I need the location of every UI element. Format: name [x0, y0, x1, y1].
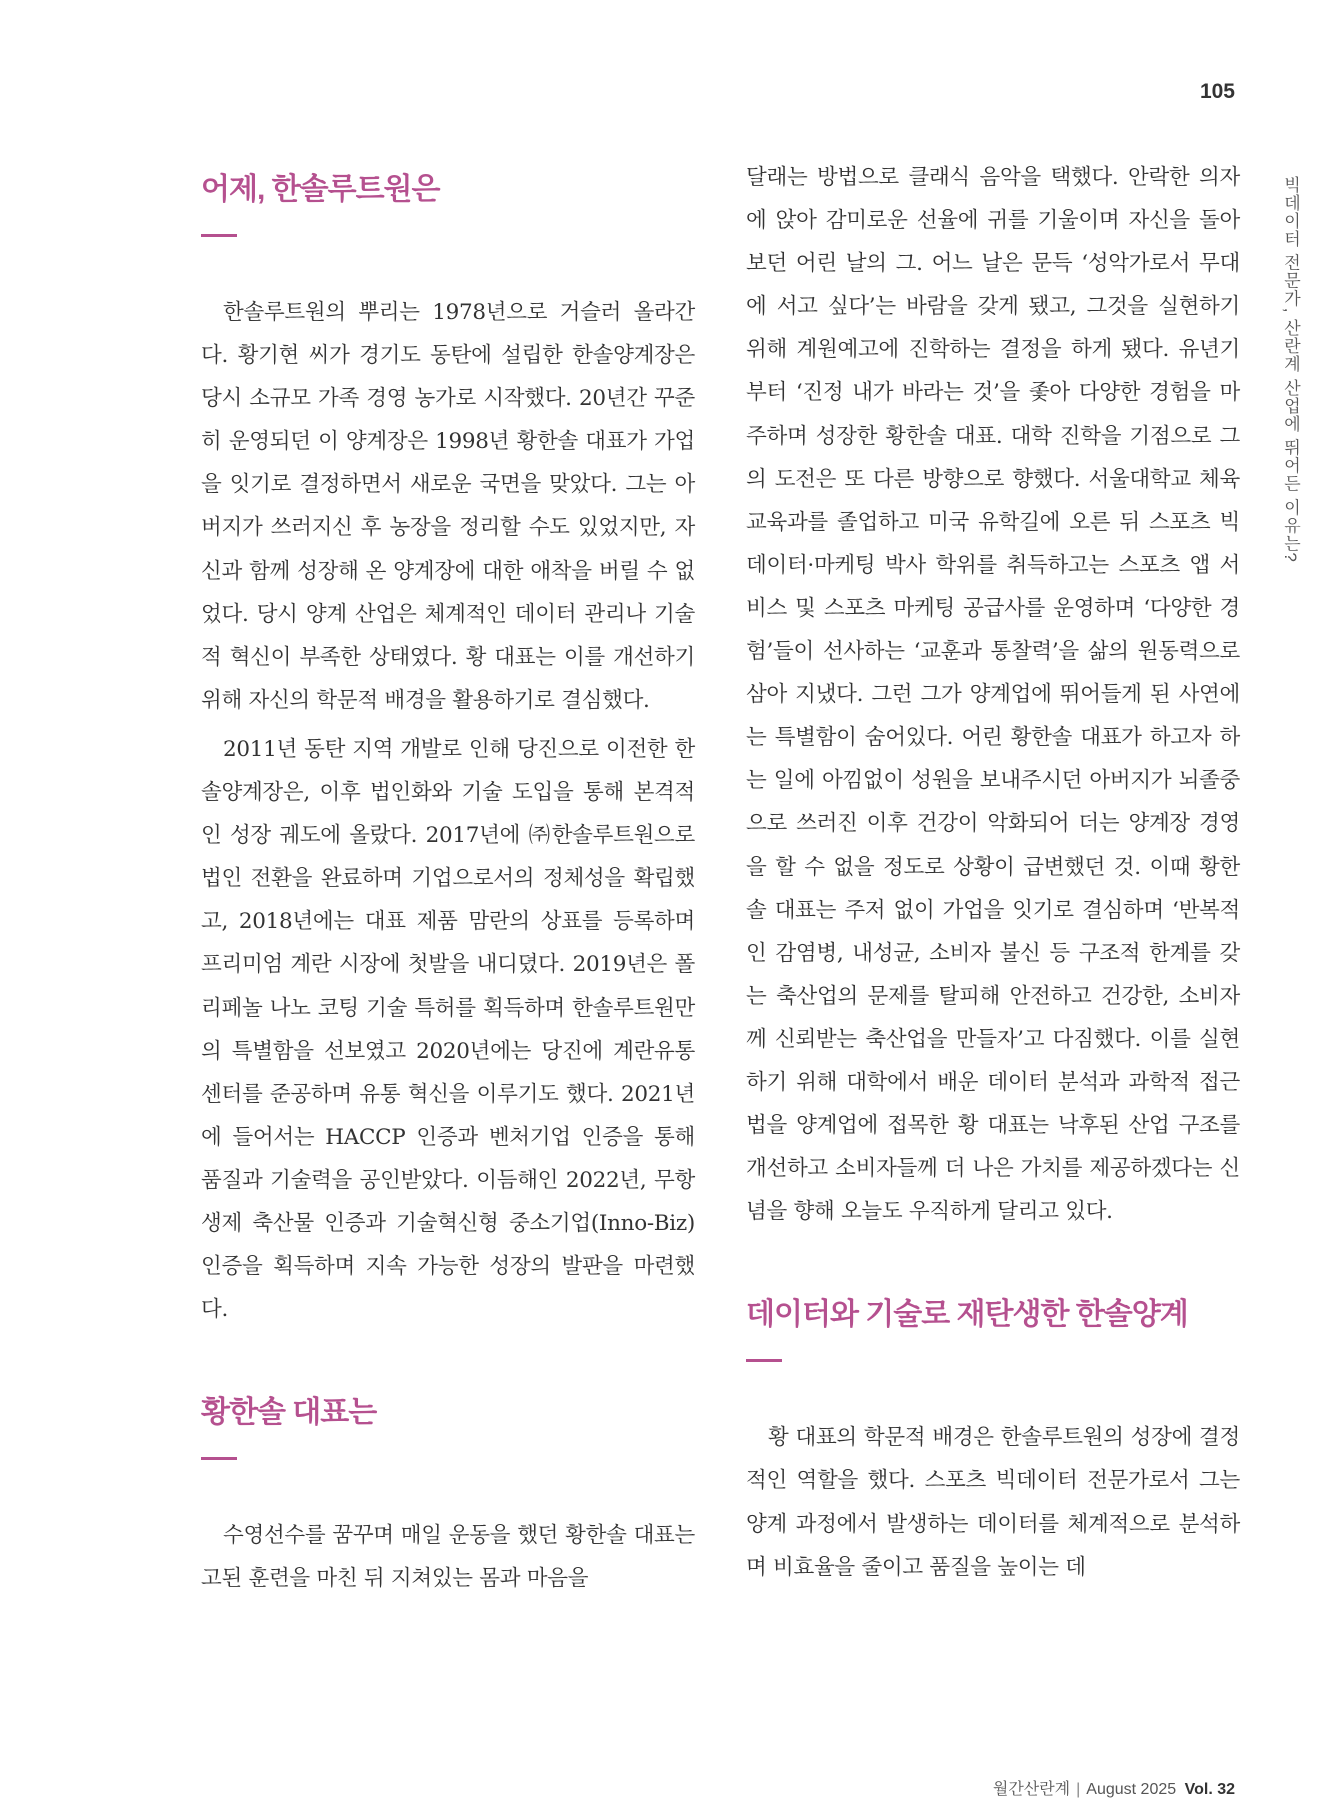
footer-issue: August 2025 [1086, 1781, 1177, 1798]
section2-paragraph-1-continued: 달래는 방법으로 클래식 음악을 택했다. 안락한 의자에 앉아 감미로운 선율에 귀를 기울이며 자신을 돌아보던 어린 날의 그. 어느 날은 문득 ‘성악가로서 무대에 서고 싶다’는 바람을 갖게 됐고, 그것을 실현하기 위해 계원예고에 진학하는 결정을 하게 됐다. 유년기부터 ‘진정 내가 바라는 것’을 좇아 다양한 경험을 마주하며 성장한 황한솔 대표. 대학 진학을 기점으로 그의 도전은 또 다른 방향으로 향했다. 서울대학교 체육교육과를 졸업하고 미국 유학길에 오른 뒤 스포츠 빅데이터·마케팅 박사 학위를 취득하고는 스포츠 앱 서비스 및 스포츠 마케팅 공급사를 운영하며 ‘다양한 경험’들이 선사하는 ‘교훈과 통찰력’을 삶의 원동력으로 삼아 지냈다. 그런 그가 양계업에 뛰어들게 된 사연에는 특별함이 숨어있다. 어린 황한솔 대표가 하고자 하는 일에 아낌없이 성원을 보내주시던 아버지가 뇌졸중으로 쓰러진 이후 건강이 악화되어 더는 양계장 경영을 할 수 없을 정도로 상황이 급변했던 것. 이때 황한솔 대표는 주저 없이 가업을 잇기로 결심하며 ‘반복적인 감염병, 내성균, 소비자 불신 등 구조적 한계를 갖는 축산업의 문제를 탈피해 안전하고 건강한, 소비자께 신뢰받는 축산업을 만들자’고 다짐했다. 이를 실현하기 위해 대학에서 배운 데이터 분석과 과학적 접근법을 양계업에 접목한 황 대표는 낙후된 산업 구조를 개선하고 소비자들께 더 나은 가치를 제공하겠다는 신념을 향해 오늘도 우직하게 달리고 있다. [746, 165, 1240, 1225]
left-column [201, 170, 695, 1600]
footer-magazine-name: 월간산란계 [992, 1781, 1071, 1798]
footer-volume: Vol. 32 [1184, 1781, 1235, 1798]
footer-separator: | [1076, 1781, 1081, 1798]
section1-paragraph-1: 한솔루트원의 뿌리는 1978년으로 거슬러 올라간다. 황기현 씨가 경기도 동탄에 설립한 한솔양계장은 당시 소규모 가족 경영 농가로 시작했다. 20년간 꾸준히 운영되던 이 양계장은 1998년 황한솔 대표가 가업을 잇기로 결정하면서 새로운 국면을 맞았다. 그는 아버지가 쓰러지신 후 농장을 정리할 수도 있었지만, 자신과 함께 성장해 온 양계장에 대한 애착을 버릴 수 없었다. 당시 양계 산업은 체계적인 데이터 관리나 기술적 혁신이 부족한 상태였다. 황 대표는 이를 개선하기 위해 자신의 학문적 배경을 활용하기로 결심했다. [201, 300, 695, 713]
section2-paragraph-1: 수영선수를 꿈꾸며 매일 운동을 했던 황한솔 대표는 고된 훈련을 마친 뒤 지쳐있는 몸과 마음을 [201, 1523, 695, 1592]
right-column [746, 165, 1240, 1589]
section3-paragraph-1: 황 대표의 학문적 배경은 한솔루트원의 성장에 결정적인 역할을 했다. 스포츠 빅데이터 전문가로서 그는 양계 과정에서 발생하는 데이터를 체계적으로 분석하며 비효율을 줄이고 품질을 높이는 데 [746, 1425, 1240, 1580]
section-heading-ceo: 황한솔 대표는 [201, 1396, 377, 1430]
section-heading-data-tech: 데이터와 기술로 재탄생한 한솔양계 [746, 1298, 1188, 1332]
side-running-title: 빅데이터 전문가, 산란계 산업에 뛰어든 이유는? [1281, 176, 1300, 563]
section-heading-yesterday: 어제, 한솔루트원은 [201, 173, 440, 206]
section1-paragraph-2: 2011년 동탄 지역 개발로 인해 당진으로 이전한 한솔양계장은, 이후 법인화와 기술 도입을 통해 본격적인 성장 궤도에 올랐다. 2017년에 ㈜한솔루트원으로 법인 전환을 완료하며 기업으로서의 정체성을 확립했고, 2018년에는 대표 제품 맘란의 상표를 등록하며 프리미엄 계란 시장에 첫발을 내디뎠다. 2019년은 폴리페놀 나노 코팅 기술 특허를 획득하며 한솔루트원만의 특별함을 선보였고 2020년에는 당진에 계란유통센터를 준공하며 유통 혁신을 이루기도 했다. 2021년에 들어서는 HACCP 인증과 벤처기업 인증을 통해 품질과 기술력을 공인받았다. 이듬해인 2022년, 무항생제 축산물 인증과 기술혁신형 중소기업(Inno-Biz) 인증을 획득하며 지속 가능한 성장의 발판을 마련했다. [201, 736, 695, 1323]
page-footer [993, 1776, 1235, 1799]
page-number: 105 [1199, 80, 1235, 103]
